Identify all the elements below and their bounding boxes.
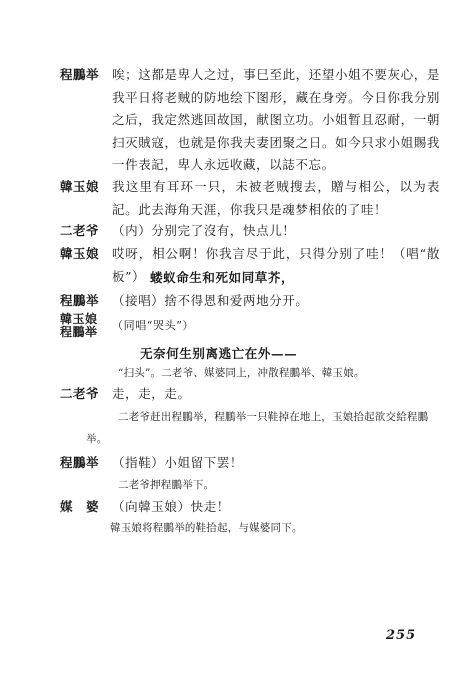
dialogue-text: 我这里有耳环一只，未被老贼搜去，贈与相公，以为表記。此去海角天涯，你我只是魂梦相依的了哇！ xyxy=(112,179,440,217)
speaker: 韓玉娘 xyxy=(60,179,100,194)
dialogue-text: （向韓玉娘）快走！ xyxy=(112,499,230,514)
stage-direction: “扫头”。二老爷、媒婆同上，冲散程鵬举、韓玉娘。 xyxy=(118,367,365,379)
stage-direction: 二老爷押程鵬举下。 xyxy=(118,479,215,491)
dialogue-text: 唉；这都是卑人之过，事巳至此，还望小姐不要灰心，是我平日将老贼的防地绘下图形，藏在身旁。今日你我分别之后，我定然逃回故国，献图立功。小姐暂且忍耐，一朝扫灭賊寇，也就是你我夫妻团聚之日。如今只求小姐賜我一件表記，卑人永远收藏，以誌不忘。 xyxy=(112,67,440,172)
speaker: 二老爷 xyxy=(60,386,100,401)
stage-direction: 二老爷赶出程鵬举，程鵬举一只鞋掉在地上，玉娘拾起欲交給程鵬举。 xyxy=(86,411,429,445)
speaker: 韓玉娘 xyxy=(60,246,100,261)
speaker: 媒 婆 xyxy=(60,499,100,514)
stage-direction: 韓玉娘将程鵬举的鞋拾起，与媒婆同下。 xyxy=(110,522,303,534)
page-number: 255 xyxy=(386,628,417,643)
dialogue-text: （同唱“哭头”） xyxy=(112,319,195,332)
dialogue-text: （内）分别完了沒有，快点儿！ xyxy=(112,223,296,238)
speaker xyxy=(60,313,110,339)
dialogue-text: （指鞋）小姐留下罢！ xyxy=(112,455,244,470)
speaker: 程鵬举 xyxy=(60,67,100,82)
dialogue-text: 走，走，走。 xyxy=(112,386,191,401)
dialogue-text: （接唱）捨不得恩和爱两地分开。 xyxy=(112,293,309,308)
speaker-line: 程鵬举 xyxy=(60,325,98,339)
speaker: 程鵬举 xyxy=(60,293,100,308)
sung-verse: 蝼蚁命生和死如同草芥， xyxy=(150,270,295,285)
sung-verse: 无奈何生别离逃亡在外—— xyxy=(140,346,298,361)
dialogue-text: 哎呀，相公啊！你我言尽于此，只得分别了哇！（唱“散板”） xyxy=(112,246,440,284)
speaker: 程鵬举 xyxy=(60,455,100,470)
speaker-line: 韓玉娘 xyxy=(60,312,98,326)
speaker: 二老爷 xyxy=(60,223,100,238)
